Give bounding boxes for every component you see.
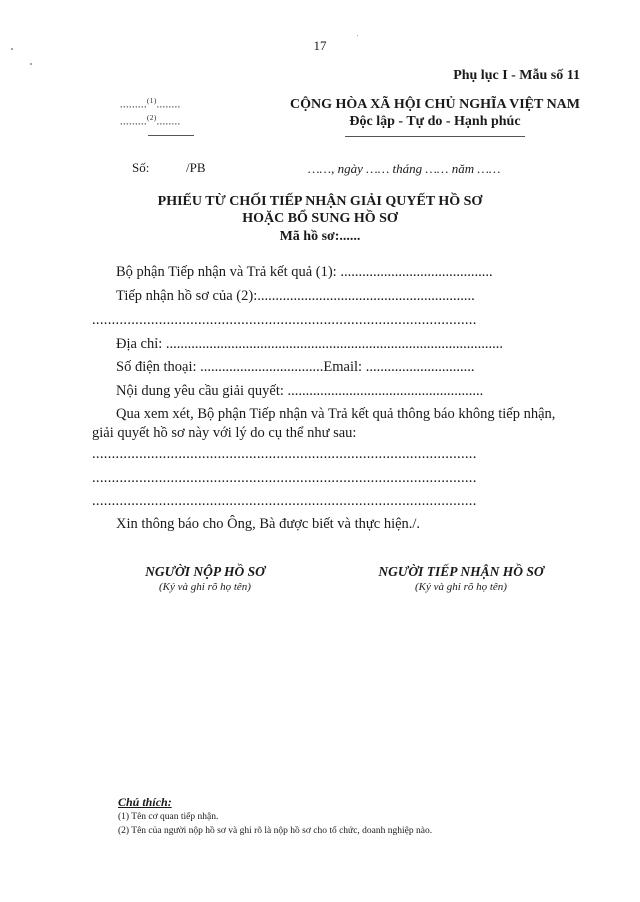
org-underline xyxy=(148,135,194,136)
page-number: 17 xyxy=(313,38,327,53)
reason-fill-line-2: .................................................................................................. xyxy=(92,470,477,486)
nation-motto: Độc lập - Tự do - Hạnh phúc xyxy=(349,114,521,129)
reason-paragraph-line-2: giải quyết hồ sơ này với lý do cụ thể như sau: xyxy=(92,425,357,441)
nation-name: CỘNG HÒA XÃ HỘI CHỦ NGHĨA VIỆT NAM xyxy=(289,97,580,112)
doc-number-label: Số: xyxy=(132,160,150,175)
reason-paragraph-line-1: Qua xem xét, Bộ phận Tiếp nhận và Trả kết quả thông báo không tiếp nhận, xyxy=(116,406,556,422)
closing-sentence: Xin thông báo cho Ông, Bà được biết và thực hiện./. xyxy=(116,516,421,532)
form-title: PHIẾU TỪ CHỐI TIẾP NHẬN GIẢI QUYẾT HỒ SƠ xyxy=(157,194,483,209)
scan-speck xyxy=(30,63,32,65)
field-phone-email: Số điện thoại: ..................................Email: .............................. xyxy=(116,359,475,375)
org-line-1: .........$^{(1)}$........ xyxy=(120,97,181,111)
form-title-line-2: HOẶC BỔ SUNG HỒ SƠ xyxy=(242,211,398,226)
submitter-signature-note: (Ký và ghi rõ họ tên) xyxy=(159,581,251,593)
field-department: Bộ phận Tiếp nhận và Trả kết quả (1): .......................................... xyxy=(116,264,493,280)
field-request: Nội dung yêu cầu giải quyết: ...................................................... xyxy=(116,383,484,399)
field-address: Địa chỉ: ............................................................................................. xyxy=(116,336,504,352)
note-2: (2) Tên của người nộp hồ sơ và ghi rõ là nộp hồ sơ cho tổ chức, doanh nghiệp nào. xyxy=(118,826,433,836)
doc-number-suffix: /PB xyxy=(186,160,206,175)
scan-speck xyxy=(357,35,358,36)
date-line: ……, ngày …… tháng …… năm …… xyxy=(308,161,501,176)
receiver-signature-title: NGƯỜI TIẾP NHẬN HỒ SƠ xyxy=(378,564,544,579)
field-received-from: Tiếp nhận hồ sơ của (2):............................................................ xyxy=(116,288,475,304)
org-line-2: .........$^{(2)}$........ xyxy=(120,114,181,128)
reason-fill-line-1: .................................................................................................. xyxy=(92,446,477,462)
note-1: (1) Tên cơ quan tiếp nhận. xyxy=(118,812,219,822)
motto-underline xyxy=(345,136,525,137)
receiver-signature-note: (Ký và ghi rõ họ tên) xyxy=(415,581,507,593)
field-received-from-continued: .................................................................................................. xyxy=(92,312,477,328)
notes-title: Chú thích: xyxy=(118,795,172,809)
reason-fill-line-3: .................................................................................................. xyxy=(92,493,477,509)
submitter-signature-title: NGƯỜI NỘP HỒ SƠ xyxy=(145,564,265,579)
appendix-label: Phụ lục I - Mẫu số 11 xyxy=(453,68,580,83)
file-code: Mã hồ sơ:...... xyxy=(279,229,361,244)
